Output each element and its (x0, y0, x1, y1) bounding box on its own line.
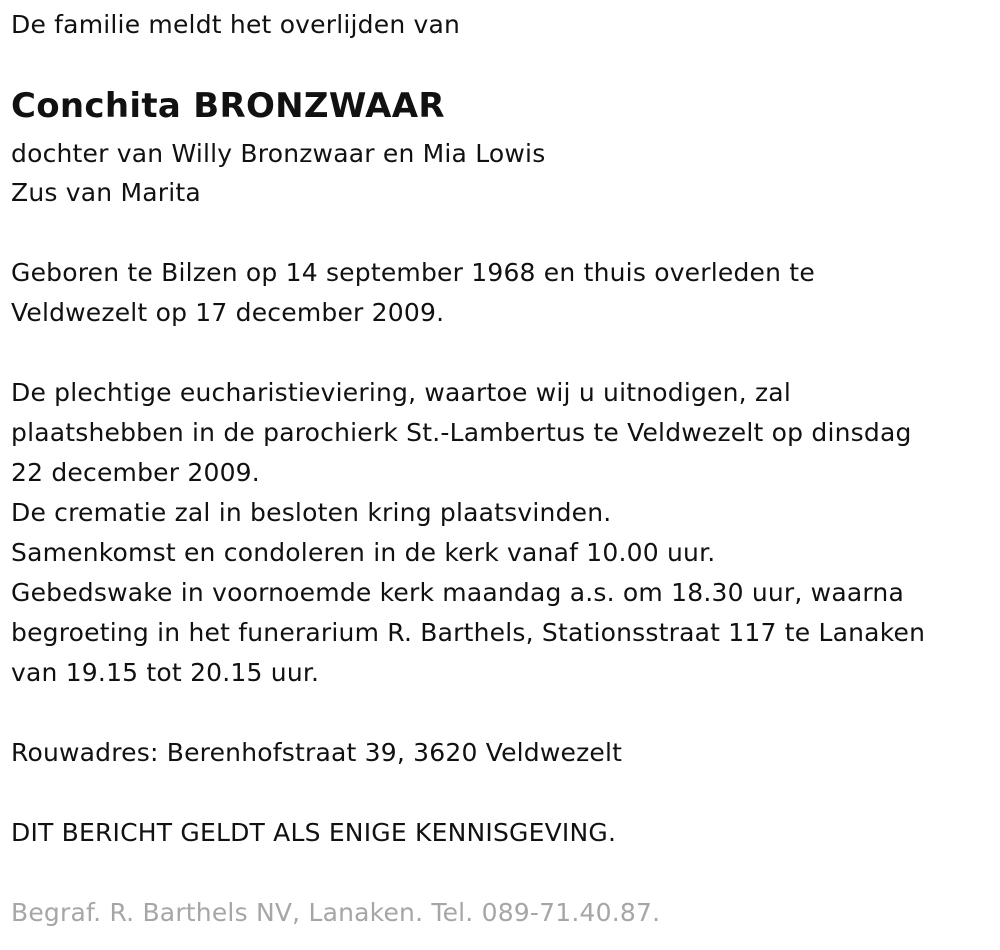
mourning-address: Rouwadres: Berenhofstraat 39, 3620 Veldwezelt (11, 738, 623, 767)
birth-death-line: Geboren te Bilzen op 14 september 1968 en thuis overleden te (11, 258, 815, 287)
ceremony-line: plaatshebben in de parochierk St.-Lambertus te Veldwezelt op dinsdag (11, 418, 912, 447)
intro-text: De familie meldt het overlijden van (11, 10, 461, 39)
notice-text: DIT BERICHT GELDT ALS ENIGE KENNISGEVING. (11, 818, 617, 847)
deceased-name: Conchita BRONZWAAR (11, 86, 445, 126)
birth-death-line: Veldwezelt op 17 december 2009. (11, 298, 445, 327)
ceremony-line: van 19.15 tot 20.15 uur. (11, 658, 320, 687)
ceremony-line: Gebedswake in voornoemde kerk maandag a.s. om 18.30 uur, waarna (11, 578, 904, 607)
ceremony-line: De plechtige eucharistieviering, waartoe wij u uitnodigen, zal (11, 378, 791, 407)
ceremony-line: De crematie zal in besloten kring plaatsvinden. (11, 498, 612, 527)
ceremony-line: 22 december 2009. (11, 458, 260, 487)
ceremony-line: Samenkomst en condoleren in de kerk vanaf 10.00 uur. (11, 538, 716, 567)
funeral-director-footer: Begraf. R. Barthels NV, Lanaken. Tel. 089-71.40.87. (11, 898, 661, 927)
relation-line: Zus van Marita (11, 178, 201, 207)
ceremony-line: begroeting in het funerarium R. Barthels, Stationsstraat 117 te Lanaken (11, 618, 926, 647)
relation-line: dochter van Willy Bronzwaar en Mia Lowis (11, 139, 546, 168)
